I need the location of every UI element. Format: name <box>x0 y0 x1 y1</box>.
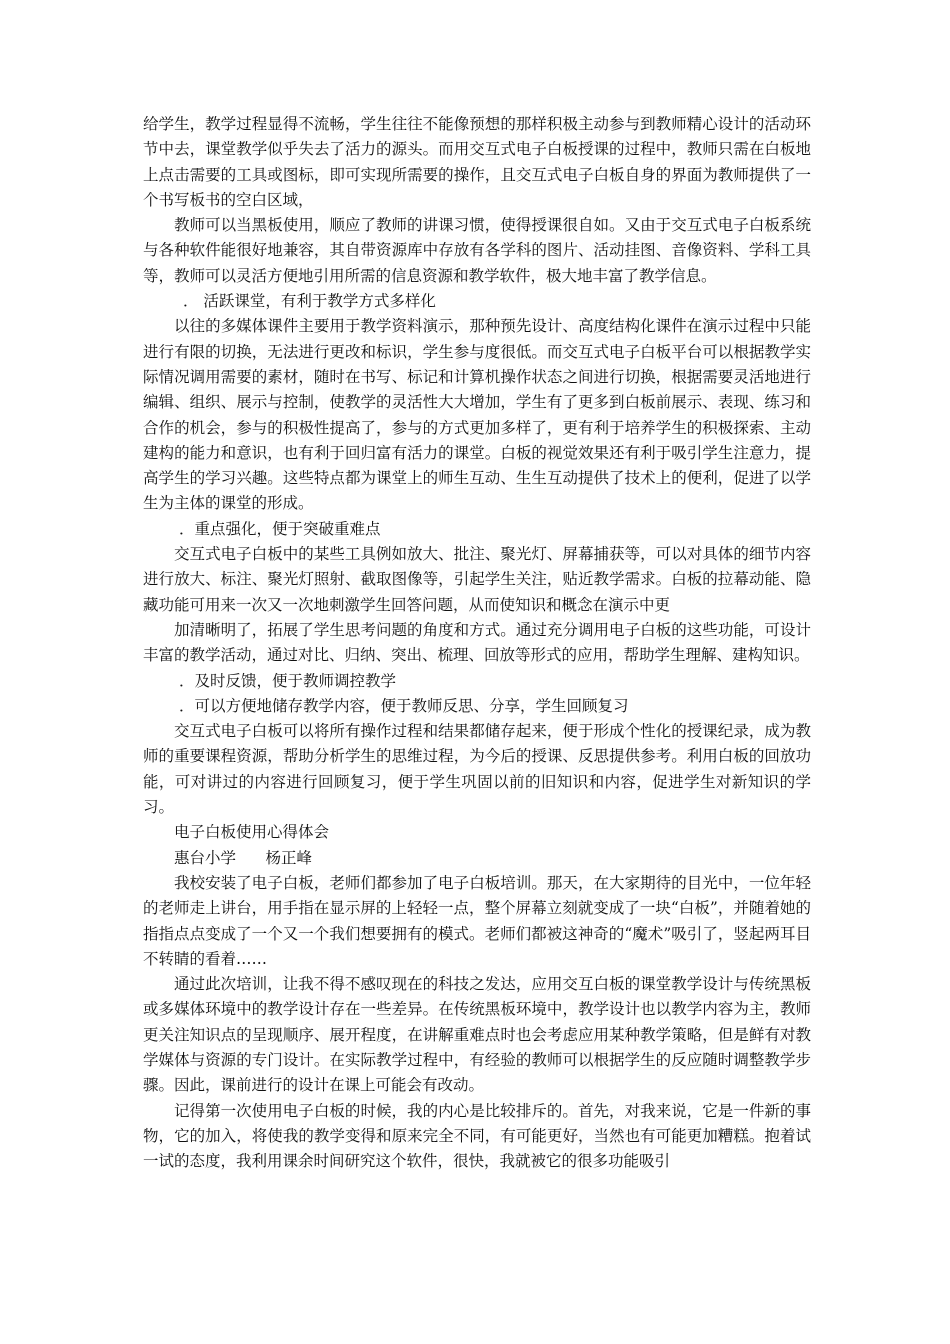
section-heading: ． 活跃课堂，有利于教学方式多样化 <box>183 292 436 311</box>
paragraph: 通过此次培训，让我不得不感叹现在的科技之发达，应用交互白板的课堂教学设计与传统黑板或多媒体环境中的教学设计存在一些差异。在传统黑板环境中，教学设计也以教学内容为主，教师更关注知识点的呈现顺序、展开程度，在讲解重难点时也会考虑应用某种教学策略，但是鲜有对教学媒体与资源的专门设计。在实际教学过程中，有经验的教师可以根据学生的反应随时调整教学步骤。因此，课前进行的设计在课上可能会有改动。 <box>143 975 811 1095</box>
author-line: 惠台小学 杨正峰 <box>174 848 313 867</box>
paragraph: 以往的多媒体课件主要用于教学资料演示，那种预先设计、高度结构化课件在演示过程中只能进行有限的切换，无法进行更改和标识，学生参与度很低。而交互式电子白板平台可以根据教学实际情况调用需要的素材，随时在书写、标记和计算机操作状态之间进行切换，根据需要灵活地进行编辑、组织、展示与控制，使教学的灵活性大大增加，学生有了更多到白板前展示、表现、练习和合作的机会，参与的积极性提高了，参与的方式更加多样了，更有利于培养学生的积极探索、主动建构的能力和意识，也有利于回归富有活力的课堂。白板的视觉效果还有利于吸引学生注意力，提高学生的学习兴趣。这些特点都为课堂上的师生互动、生生互动提供了技术上的便利，促进了以学生为主体的课堂的形成。 <box>143 317 811 513</box>
paragraph: 加清晰明了，拓展了学生思考问题的角度和方式。通过充分调用电子白板的这些功能，可设计丰富的教学活动，通过对比、归纳、突出、梳理、回放等形式的应用，帮助学生理解、建构知识。 <box>143 620 811 665</box>
paragraph: 我校安装了电子白板，老师们都参加了电子白板培训。那天，在大家期待的目光中，一位年轻的老师走上讲台，用手指在显示屏的上轻轻一点，整个屏幕立刻就变成了一块“白板”，并随着她的指指点点变成了一个又一个我们想要拥有的模式。老师们都被这神奇的“魔术”吸引了，竖起两耳目不转睛的看着…… <box>143 873 811 968</box>
paragraph: 交互式电子白板可以将所有操作过程和结果都储存起来，便于形成个性化的授课纪录，成为教师的重要课程资源，帮助分析学生的思维过程，为今后的授课、反思提供参考。利用白板的回放功能，可对讲过的内容进行回顾复习，便于学生巩固以前的旧知识和内容，促进学生对新知识的学习。 <box>143 722 811 817</box>
section-heading: ．可以方便地储存教学内容，便于教师反思、分享，学生回顾复习 <box>179 696 629 715</box>
paragraph: 交互式电子白板中的某些工具例如放大、批注、聚光灯、屏幕捕获等，可以对具体的细节内容进行放大、标注、聚光灯照射、截取图像等，引起学生关注，贴近教学需求。白板的拉幕动能、隐藏功能可用来一次又一次地刺激学生回答问题，从而使知识和概念在演示中更 <box>143 545 811 614</box>
paragraph: 记得第一次使用电子白板的时候，我的内心是比较排斥的。首先，对我来说，它是一件新的事物，它的加入，将使我的教学变得和原来完全不同，有可能更好，当然也有可能更加糟糕。抱着试一试的态度，我利用课余时间研究这个软件，很快，我就被它的很多功能吸引 <box>143 1101 811 1171</box>
paragraph: 教师可以当黑板使用，顺应了教师的讲课习惯，使得授课很自如。又由于交互式电子白板系统与各种软件能很好地兼容，其自带资源库中存放有各学科的图片、活动挂图、音像资料、学科工具等，教师可以灵活方便地引用所需的信息资源和教学软件，极大地丰富了教学信息。 <box>143 216 811 285</box>
section-heading: ．重点强化，便于突破重难点 <box>179 519 381 538</box>
section-heading: ．及时反馈，便于教师调控教学 <box>179 671 397 690</box>
document-page <box>143 112 811 1174</box>
article-title: 电子白板使用心得体会 <box>174 823 330 842</box>
paragraph-continuation: 给学生，教学过程显得不流畅，学生往往不能像预想的那样积极主动参与到教师精心设计的活动环节中去，课堂教学似乎失去了活力的源头。而用交互式电子白板授课的过程中，教师只需在白板地上点击需要的工具或图标，即可实现所需要的操作，且交互式电子白板自身的界面为教师提供了一个书写板书的空白区域， <box>143 115 811 209</box>
